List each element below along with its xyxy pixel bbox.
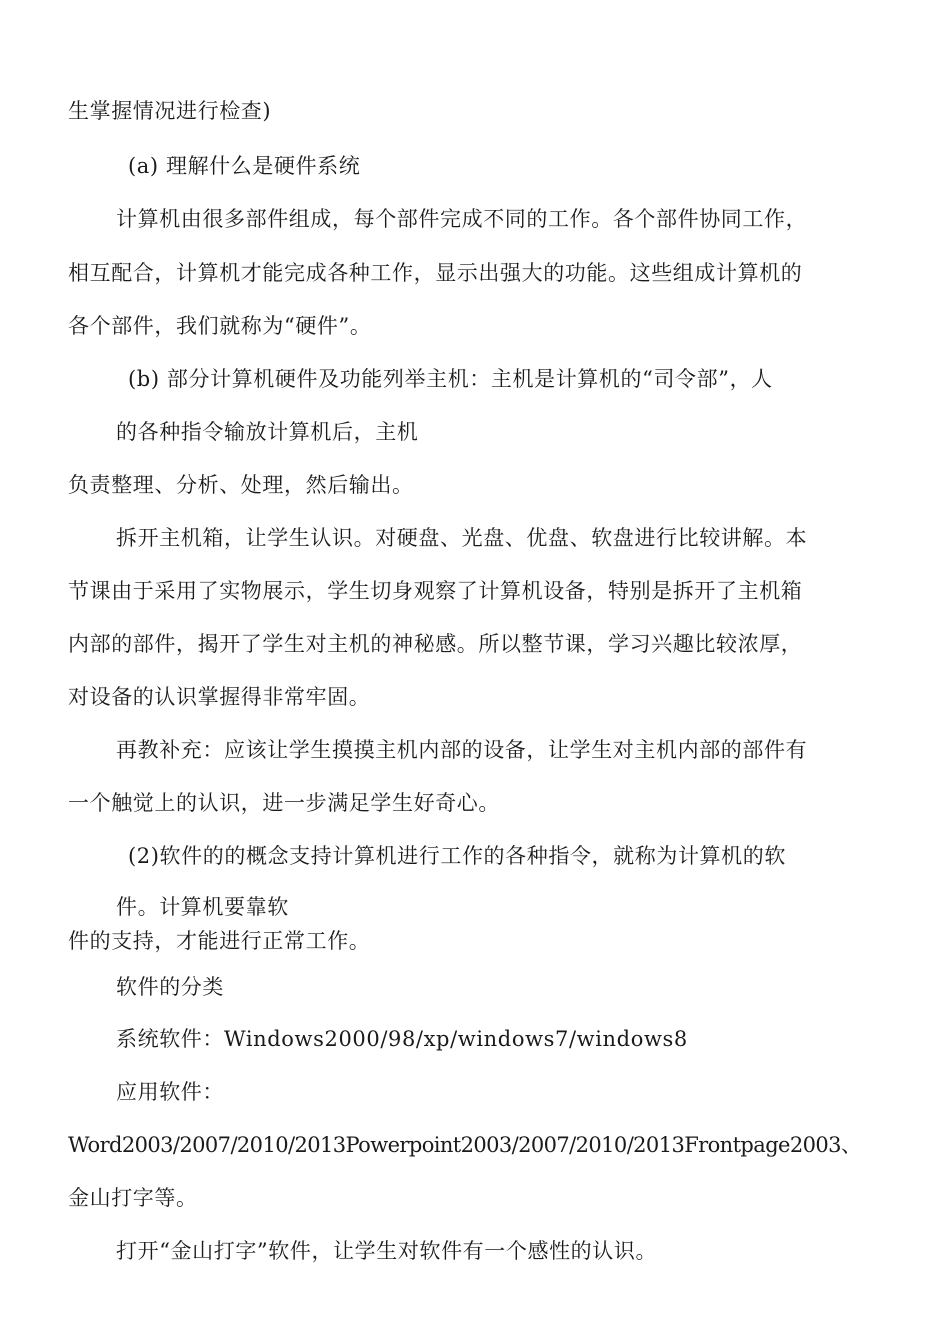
text-line-13: 再教补充：应该让学生摸摸主机内部的设备，让学生对主机内部的部件有 xyxy=(116,738,808,762)
text-line-21: Word2003/2007/2010/2013Powerpoint2003/2007/2010/2013Frontpage2003、 xyxy=(68,1133,862,1157)
text-line-3: 计算机由很多部件组成，每个部件完成不同的工作。各个部件协同工作， xyxy=(116,207,808,231)
text-line-4: 相互配合，计算机才能完成各种工作，显示出强大的功能。这些组成计算机的 xyxy=(68,261,803,285)
text-line-19: 系统软件：Windows2000/98/xp/windows7/windows8 xyxy=(116,1027,688,1051)
text-line-5: 各个部件，我们就称为“硬件”。 xyxy=(68,314,372,338)
text-line-6: (b) 部分计算机硬件及功能列举主机：主机是计算机的“司令部”，人 xyxy=(128,367,773,391)
text-line-8: 负责整理、分析、处理，然后输出。 xyxy=(68,473,414,497)
text-line-17: 件的支持，才能进行正常工作。 xyxy=(68,929,371,953)
text-line-12: 对设备的认识掌握得非常牢固。 xyxy=(68,685,371,709)
text-line-9: 拆开主机箱，让学生认识。对硬盘、光盘、优盘、软盘进行比较讲解。本 xyxy=(116,526,808,550)
text-line-1: 生掌握情况进行检查) xyxy=(68,99,272,123)
text-line-22: 金山打字等。 xyxy=(68,1186,198,1210)
text-line-14: 一个触觉上的认识，进一步满足学生好奇心。 xyxy=(68,791,500,815)
text-line-15: (2)软件的的概念支持计算机进行工作的各种指令，就称为计算机的软 xyxy=(128,844,786,868)
text-line-20: 应用软件： xyxy=(116,1080,224,1104)
text-line-18: 软件的分类 xyxy=(116,975,224,999)
text-line-2: (a) 理解什么是硬件系统 xyxy=(128,154,361,178)
text-line-7: 的各种指令输放计算机后，主机 xyxy=(116,420,419,444)
text-line-11: 内部的部件，揭开了学生对主机的神秘感。所以整节课，学习兴趣比较浓厚， xyxy=(68,632,803,656)
text-line-23: 打开“金山打字”软件，让学生对软件有一个感性的认识。 xyxy=(116,1239,658,1263)
text-line-10: 节课由于采用了实物展示，学生切身观察了计算机设备，特别是拆开了主机箱 xyxy=(68,579,803,603)
text-line-16: 件。计算机要靠软 xyxy=(116,895,289,919)
